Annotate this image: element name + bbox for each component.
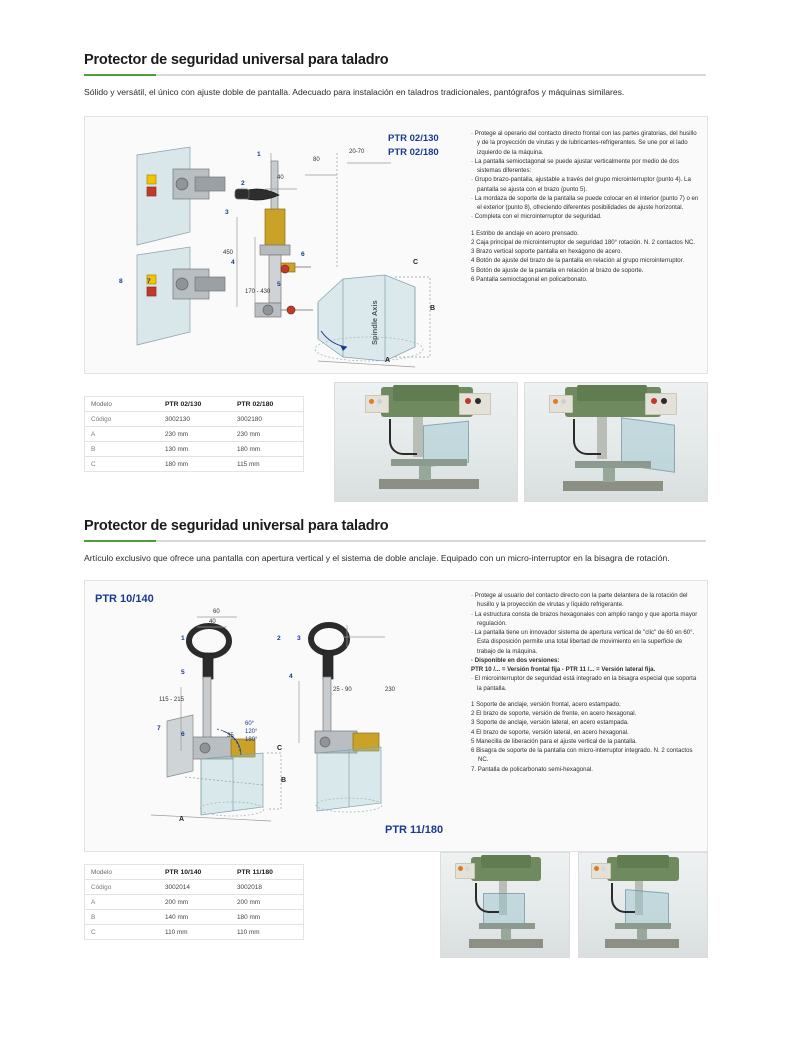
model-tag-ptr11-180: PTR 11/180 — [385, 824, 444, 836]
table1-row3-c1: 180 mm — [165, 460, 189, 468]
section-1-bullet-2: · La pantalla semioctagonal se puede ajustar verticalmente por medio de dos sistemas diferentes: — [471, 157, 679, 174]
section-1-item-4: 4 Botón de ajuste del brazo de la pantalla en relación al grupo microinterruptor. — [471, 257, 685, 265]
dim-170-430: 170 - 430 — [245, 289, 271, 295]
table2-row1-c1: 200 mm — [159, 895, 231, 910]
section-2-item-4: 4 El brazo de soporte, versión lateral, en acero hexagonal. — [471, 728, 629, 736]
table2-header-0: Modelo — [85, 865, 159, 880]
section-2-technical-drawing — [85, 581, 465, 851]
section-1-rule — [84, 74, 706, 76]
table2-row3-c2: 110 mm — [237, 928, 260, 936]
section-1-bullet-3: · Grupo brazo-pantalla, ajustable a través del grupo microinterruptor (punto 4). La pantalla se ajusta con el brazo (punto 5). — [471, 176, 691, 193]
photo-ptr02-side — [524, 382, 708, 502]
section-2-rule — [84, 540, 706, 542]
table2-row1-label: A — [85, 895, 159, 910]
table1-header-1: PTR 02/130 — [159, 397, 231, 412]
section-1-intro: Sólido y versátil, el único con ajuste doble de pantalla. Adecuado para instalación en taladros tradicionales, pantógrafos y máquinas similares. — [84, 87, 625, 97]
callout2-2: 2 — [277, 635, 281, 642]
section-2-versions: PTR 10 /... = Versión frontal fija - PTR 11 /... = Versión lateral fija. — [471, 666, 656, 673]
dim2-60: 60 — [213, 609, 220, 615]
table2-row2-c2: 180 mm — [231, 910, 303, 925]
table1-row1-c2: 230 mm — [231, 427, 303, 442]
table2-row0-c2: 3002018 — [231, 880, 303, 895]
table2-row1-c2: 200 mm — [231, 895, 303, 910]
callout-2: 2 — [241, 180, 245, 187]
table1-header-2: PTR 02/180 — [231, 397, 303, 412]
section-2-item-7: 7. Pantalla de policarbonato semi-hexagonal. — [471, 765, 593, 773]
callout-1: 1 — [257, 151, 261, 158]
table1-row2-c1: 130 mm — [159, 442, 231, 457]
section-1-technical-drawing — [85, 117, 465, 373]
section-1-title: Protector de seguridad universal para taladro — [84, 52, 389, 68]
code-label-ptr02-130: PTR 02/130 — [388, 133, 439, 144]
section-1-item-5: 5 Botón de ajuste de la pantalla en relación al brazo de soporte. — [471, 266, 644, 274]
dim2-60deg: 60° — [245, 721, 255, 727]
table2-header-2: PTR 11/180 — [231, 865, 303, 880]
section-1-illustration-panel — [84, 116, 708, 374]
section-2-item-3: 3 Soporte de anclaje, versión lateral, en acero estampada. — [471, 719, 629, 727]
table1-row2-label: B — [85, 442, 159, 457]
section-1-bullet-1: · Protege al operario del contacto directo frontal con las partes giratorias, del husillo y de la proyección de virutas y de lubricantes-refrigerantes. Se une por el lado izquierdo de la máquina. — [471, 130, 697, 156]
callout-8: 8 — [119, 278, 123, 285]
dim-80: 80 — [313, 157, 320, 163]
dim2-35: 35 — [227, 733, 234, 739]
section-2-description — [471, 591, 699, 774]
section-2-intro: Artículo exclusivo que ofrece una pantalla con apertura vertical y el sistema de doble anclaje. Equipado con un micro-interruptor en la bisagra de rotación. — [84, 553, 670, 563]
callout2-7: 7 — [157, 725, 161, 732]
dim-40: 40 — [277, 175, 284, 181]
letter-b: B — [430, 305, 436, 312]
callout2-5: 5 — [181, 669, 185, 676]
table2-row0-c1: 3002014 — [159, 880, 231, 895]
callout2-6: 6 — [181, 731, 185, 738]
dim-450: 450 — [223, 250, 234, 256]
model-tag-ptr10-140: PTR 10/140 — [95, 593, 154, 605]
callout2-3: 3 — [297, 635, 301, 642]
callout-7: 7 — [147, 278, 151, 285]
callout-3: 3 — [225, 209, 229, 216]
section-2-item-5: 5 Manecilla de liberación para el ajuste vertical de la pantalla. — [471, 737, 637, 745]
callout-6: 6 — [301, 251, 305, 258]
callout-4: 4 — [231, 259, 235, 266]
table1-row2-c2: 180 mm — [231, 442, 303, 457]
dim2-25-90: 25 - 90 — [333, 687, 352, 693]
table2-row3-label: C — [91, 928, 96, 936]
section-1-item-3: 3 Brazo vertical soporte pantalla en hexágono de acero. — [471, 248, 623, 255]
letter2-a: A — [179, 816, 185, 823]
table1-header-0: Modelo — [85, 397, 159, 412]
table1-row1-c1: 230 mm — [159, 427, 231, 442]
dim2-230: 230 — [385, 687, 396, 693]
letter-c: C — [413, 259, 419, 266]
section-2-bullet-2: · La estructura consta de brazos hexagonales con amplio rango y que aporta mayor regulación. — [471, 610, 698, 627]
table1-row1-label: A — [85, 427, 159, 442]
table1-row3-label: C — [91, 460, 96, 468]
section-2-item-1: 1 Soporte de anclaje, versión frontal, acero estampado. — [471, 700, 621, 708]
letter2-b: B — [281, 777, 287, 784]
callout-5: 5 — [277, 281, 281, 288]
letter-a: A — [385, 357, 391, 364]
table1-row3-c2: 115 mm — [237, 460, 260, 468]
section-2-spec-table — [84, 864, 304, 940]
table2-row2-label: B — [85, 910, 159, 925]
table2-row2-c1: 140 mm — [159, 910, 231, 925]
table2-row0-label: Código — [85, 880, 159, 895]
section-2-item-6: 6 Bisagra de soporte de la pantalla con micro-interruptor integrado. N. 2 contactos NC. — [471, 747, 693, 764]
section-2-item-2: 2 El brazo de soporte, versión de frente, en acero hexagonal. — [471, 710, 637, 717]
dim2-180deg: 180° — [245, 737, 258, 743]
code-label-ptr02-180: PTR 02/180 — [388, 147, 439, 158]
section-2-illustration-panel — [84, 580, 708, 852]
section-1-bullet-4: · La mordaza de soporte de la pantalla se puede colocar en el interior (punto 7) o en el exterior (punto 8), ofreciendo diferentes posibilidades de ajuste horizontal. — [471, 194, 699, 211]
section-1-item-1: 1 Estribo de anclaje en acero prensado. — [471, 229, 579, 237]
table1-row0-label: Código — [85, 412, 159, 427]
section-1-item-2: 2 Caja principal de microinterruptor de seguridad 180° rotación. N. 2 contactos NC. — [471, 238, 695, 246]
section-1-spec-table — [84, 396, 304, 472]
section-1-description — [471, 129, 699, 284]
section-2-bullet-1: · Protege al usuario del contacto directo con la parte delantera de la rotación del husillo y la proyección de virutas y líquido refrigerante. — [471, 592, 688, 609]
section-1-item-6: 6 Pantalla semioctagonal en policarbonato. — [471, 275, 588, 283]
photo-ptr11-side — [578, 852, 708, 958]
dim2-115-215: 115 - 215 — [159, 697, 184, 703]
section-2-title: Protector de seguridad universal para taladro — [84, 518, 389, 534]
table2-header-1: PTR 10/140 — [159, 865, 231, 880]
section-1-bullet-5: · Completa con el microinterruptor de seguridad. — [471, 213, 602, 221]
dim2-40: 40 — [209, 619, 216, 625]
photo-ptr02-front — [334, 382, 518, 502]
callout2-4: 4 — [289, 673, 293, 680]
table2-row3-c1: 110 mm — [165, 928, 188, 936]
table1-row0-c2: 3002180 — [231, 412, 303, 427]
section-2-bullet-6: · El microinterruptor de seguridad está integrado en la bisagra especial que soporta la pantalla. — [471, 675, 697, 692]
section-2-bullet-4: · Disponible en dos versiones: — [471, 656, 560, 664]
dim2-120deg: 120° — [245, 729, 258, 735]
table1-row0-c1: 3002130 — [159, 412, 231, 427]
letter2-c: C — [277, 745, 283, 752]
section-2-bullet-3: · La pantalla tiene un innovador sistema de apertura vertical de "clic" de 60 en 60°. Esta disposición permite una total libertad de movimiento en la superficie de trabajo de la máquina. — [471, 629, 695, 655]
dim-20-70: 20-70 — [349, 149, 365, 155]
callout2-1: 1 — [181, 635, 185, 642]
photo-ptr10-front — [440, 852, 570, 958]
